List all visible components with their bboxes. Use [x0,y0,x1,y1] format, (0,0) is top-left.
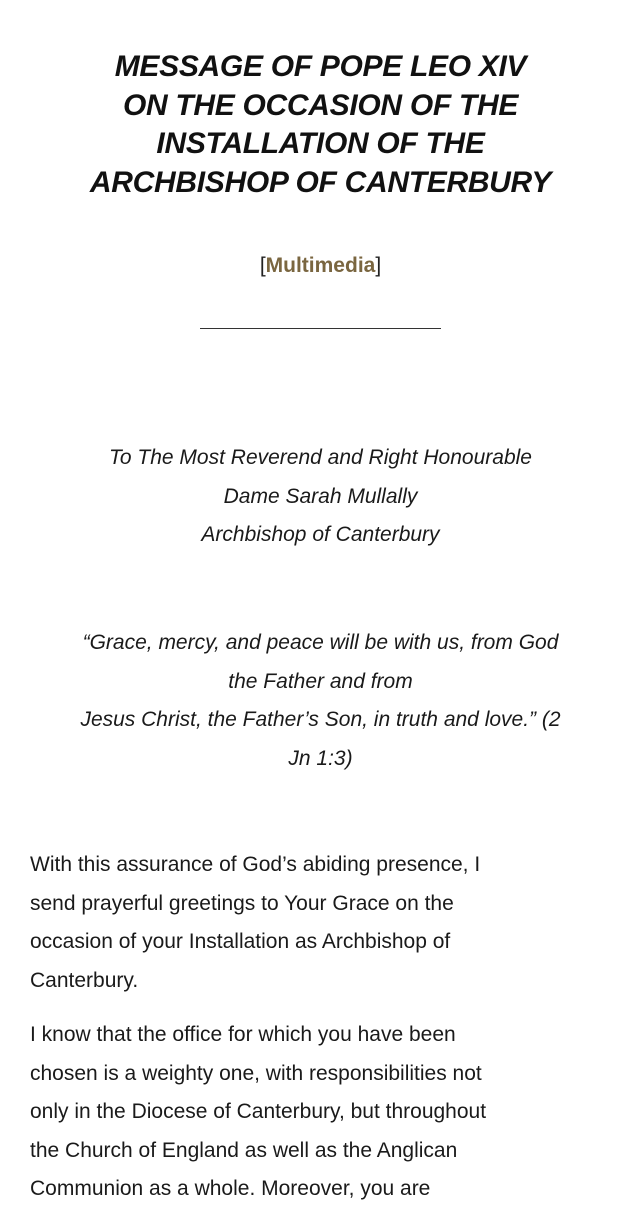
quote-line: Jesus Christ, the Father’s Son, in truth and love.” (2 [80,708,561,731]
paragraph-line: Communion as a whole. Moreover, you are [30,1177,431,1200]
section-divider [200,328,441,329]
paragraph-line: send prayerful greetings to Your Grace on the [30,891,454,915]
addressee-block [20,439,621,555]
quote-line: “Grace, mercy, and peace will be with us, from God [82,631,559,654]
open-bracket: [ [259,254,266,277]
paragraph-line: chosen is a weighty one, with responsibilities not [30,1061,482,1085]
addressee-line: Dame Sarah Mullally [223,484,418,508]
multimedia-link-row [0,251,641,281]
paragraph-line: only in the Diocese of Canterbury, but throughout [30,1100,487,1123]
title-line: MESSAGE OF POPE LEO XIV [114,50,527,83]
title-line: ARCHBISHOP OF CANTERBURY [89,165,552,199]
page-title [30,48,611,202]
addressee-line: To The Most Reverend and Right Honourable [109,446,532,469]
multimedia-link[interactable]: Multimedia [265,254,376,277]
paragraph-line: Canterbury. [30,968,139,992]
paragraph-line: the Church of England as well as the Anglican [30,1138,458,1162]
paragraph-line: occasion of your Installation as Archbishop of [30,930,451,953]
close-bracket: ] [375,254,382,277]
quote-line: the Father and from [228,669,413,693]
body-paragraph [30,846,620,1000]
body-paragraph [30,1016,620,1209]
quote-line: Jn 1:3) [288,746,353,770]
scripture-quote [25,624,616,778]
addressee-line: Archbishop of Canterbury [201,523,440,546]
paragraph-line: I know that the office for which you have been [30,1023,456,1046]
title-line: INSTALLATION OF THE [156,127,485,160]
title-line: ON THE OCCASION OF THE [122,88,519,122]
paragraph-line: With this assurance of God’s abiding presence, I [30,853,481,876]
